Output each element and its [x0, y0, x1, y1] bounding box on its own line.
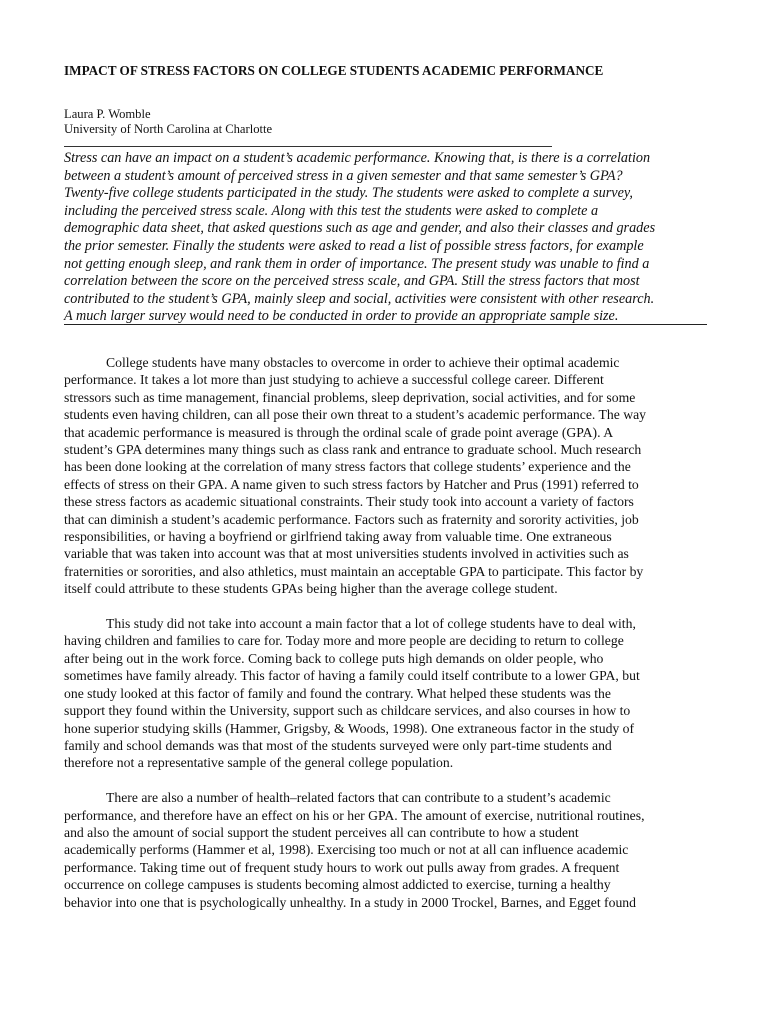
- paper-title: IMPACT OF STRESS FACTORS ON COLLEGE STUDENTS ACADEMIC PERFORMANCE: [64, 63, 604, 78]
- body-paragraph: [64, 789, 712, 911]
- author-name: Laura P. Womble: [64, 107, 151, 121]
- abstract-top-rule: [64, 146, 552, 147]
- body-paragraph: [64, 354, 712, 598]
- abstract-bottom-rule: [64, 324, 707, 325]
- paragraph-text: There are also a number of health–related factors that can contribute to a student’s academic performance, and therefore have an effect on his or her GPA. The amount of exercise, nutritional routines, and also the amount of social support the student perceives all can contribute to how a student academically performs (Hammer et al, 1998). Exercising too much or not at all can influence academic performance. Taking time out of frequent study hours to work out pulls away from grades. A frequent occurrence on college campuses is students becoming almost addicted to exercise, turning a healthy behavior into one that is psychologically unhealthy. In a study in 2000 Trockel, Barnes, and Egget found: [64, 790, 645, 910]
- author-block: [64, 107, 272, 137]
- body-paragraph: [64, 615, 712, 772]
- paragraph-text: This study did not take into account a main factor that a lot of college students have to deal with, having children and families to care for. Today more and more people are deciding to return to college after being out in the work force. Coming back to college puts high demands on older people, who sometimes have family already. This factor of having a family could itself contribute to a lower GPA, but one study looked at this factor of family and found the contrary. What helped these students was the support they found within the University, support such as childcare services, and also courses in how to hone superior studying skills (Hammer, Grigsby, & Woods, 1998). One extraneous factor in the study of family and school demands was that most of the students surveyed were only part-time students and therefore not a representative sample of the general college population.: [64, 616, 640, 771]
- author-affiliation: University of North Carolina at Charlotte: [64, 122, 273, 136]
- abstract: Stress can have an impact on a student’s academic performance. Knowing that, is there is a correlation between a student’s amount of perceived stress in a given semester and that same semester’s GPA? Twenty-five college students participated in the study. The students were asked to complete a survey, including the perceived stress scale. Along with this test the students were asked to complete a demographic data sheet, that asked questions such as age and gender, and also their classes and grades the prior semester. Finally the students were asked to read a list of possible stress factors, for example not getting enough sleep, and rank them in order of importance. The present study was unable to find a correlation between the score on the perceived stress scale, and GPA. Still the stress factors that most contributed to the student’s GPA, mainly sleep and social, activities were consistent with other research. A much larger survey would need to be conducted in order to provide an appropriate sample size.: [64, 150, 656, 325]
- body-text: [64, 354, 712, 928]
- paragraph-text: College students have many obstacles to overcome in order to achieve their optimal academic performance. It takes a lot more than just studying to achieve a successful college career. Different stressors such as time management, financial problems, sleep deprivation, social activities, and for some students even having children, can all pose their own threat to a student’s academic performance. The way that academic performance is measured is through the ordinal scale of grade point average (GPA). A student’s GPA determines many things such as class rank and entrance to graduate school. Much research has been done looking at the correlation of many stress factors that college students’ experience and the effects of stress on their GPA. A name given to such stress factors by Hatcher and Prus (1991) referred to these stress factors as academic situational constraints. Their study took into account a variety of factors that can diminish a student’s academic performance. Factors such as fraternity and sorority activities, job responsibilities, or having a boyfriend or girlfriend taking away from valuable time. One extraneous variable that was taken into account was that at most universities students involved in activities such as fraternities or sororities, and also athletics, must maintain an acceptable GPA to participate. This factor by itself could attribute to these students GPAs being higher than the average college student.: [64, 355, 647, 597]
